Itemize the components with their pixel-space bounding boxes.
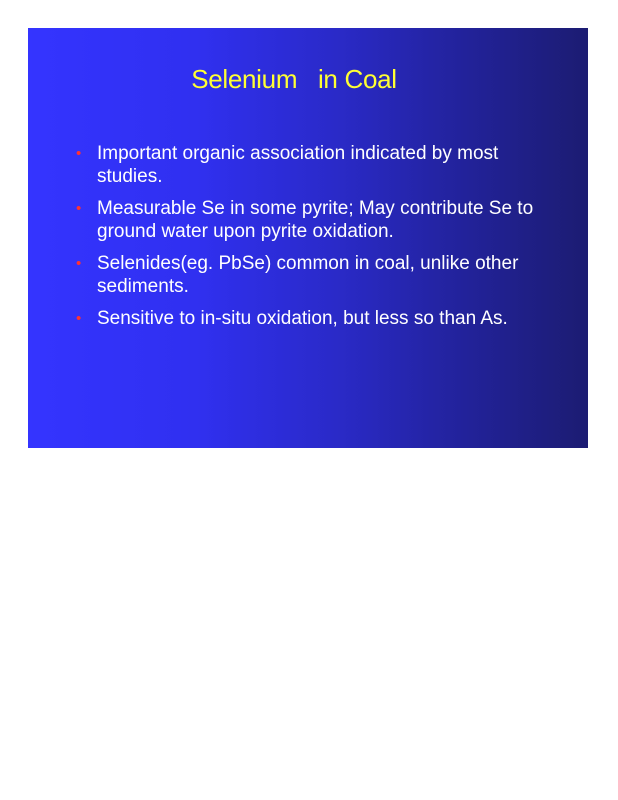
bullet-text: Sensitive to in-situ oxidation, but less so than As. (97, 308, 508, 329)
bullet-dot-icon: • (76, 310, 82, 327)
bullet-dot-icon: • (76, 200, 82, 217)
bullet-text: Selenides(eg. PbSe) common in coal, unlike other sediments. (97, 253, 519, 297)
bullet-list (76, 142, 546, 339)
bullet-dot-icon: • (76, 255, 82, 272)
bullet-item (76, 252, 546, 298)
bullet-item (76, 197, 546, 243)
slide (28, 28, 588, 448)
bullet-text: Measurable Se in some pyrite; May contribute Se to ground water upon pyrite oxidation. (97, 198, 534, 242)
slide-title: Selenium in Coal (191, 64, 397, 94)
bullet-dot-icon: • (76, 145, 82, 162)
bullet-item (76, 307, 546, 330)
bullet-item (76, 142, 546, 188)
bullet-text: Important organic association indicated by most studies. (97, 143, 499, 187)
